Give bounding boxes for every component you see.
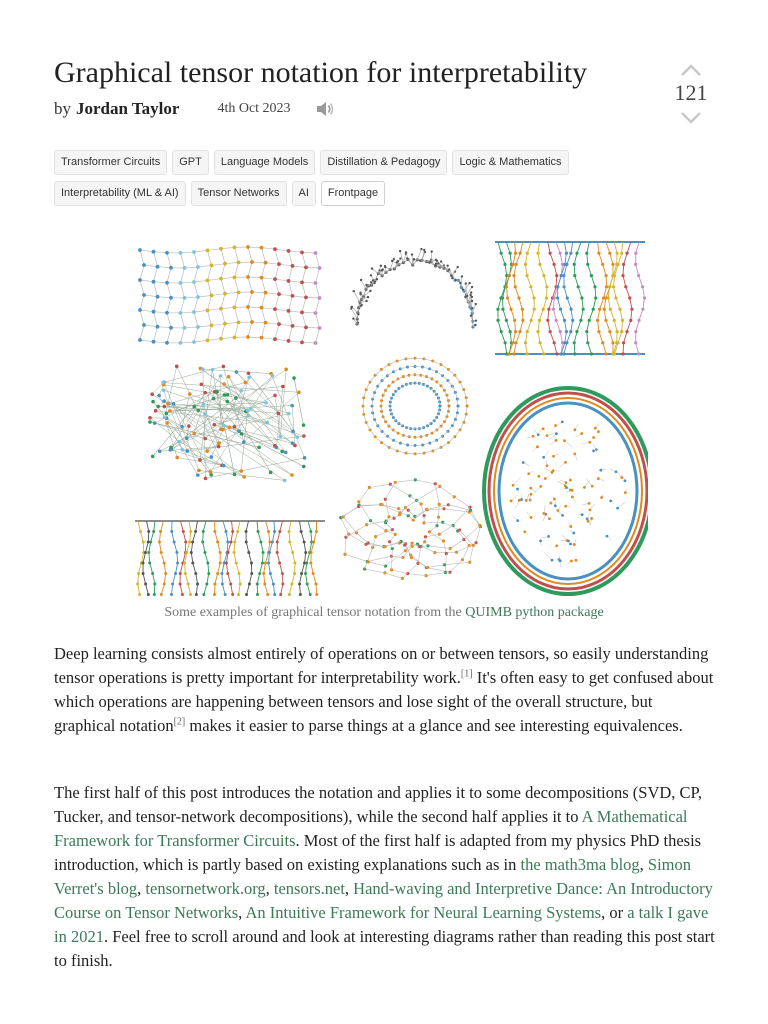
karma-score: 121 (674, 80, 708, 105)
tag-language-models[interactable]: Language Models (214, 150, 315, 175)
p1-text-2: It's often easy to get confused about which operations are happening between tensors and lose sight of the overall structure, but graphical notation (54, 668, 714, 735)
caption-text: Some examples of graphical tensor notation from the (164, 605, 466, 620)
link-intuitive-framework[interactable]: An Intuitive Framework for Neural Learning Systems (245, 903, 602, 922)
link-talk-2021[interactable]: a talk I gave in 2021 (54, 903, 709, 946)
ring-network (362, 357, 469, 456)
separator: , (265, 879, 274, 898)
paragraph-intro (54, 642, 716, 738)
p2-text-3: , or (601, 903, 628, 922)
tag-logic-mathematics[interactable]: Logic & Mathematics (452, 150, 568, 175)
bottom-strands (135, 521, 325, 596)
vote-widget (668, 62, 714, 126)
p2-text-4: . Feel free to scroll around and look at interesting diagrams rather than reading this post start to finish. (54, 927, 715, 970)
blob-network (339, 478, 482, 580)
tag-distillation-pedagogy[interactable]: Distillation & Pedagogy (320, 150, 447, 175)
tag-tensor-networks[interactable]: Tensor Networks (191, 181, 287, 206)
link-hand-waving-course[interactable]: Hand-waving and Interpretive Dance: An Introductory Course on Tensor Networks (54, 879, 713, 922)
footnote-1[interactable]: [1] (460, 668, 473, 680)
link-tensors-net[interactable]: tensors.net (273, 879, 345, 898)
link-simon-verret-blog[interactable]: Simon Verret's blog (54, 855, 692, 898)
dense-mesh (148, 365, 306, 483)
tag-gpt[interactable]: GPT (172, 150, 209, 175)
tag-frontpage[interactable]: Frontpage (321, 181, 385, 206)
tag-list (54, 150, 674, 212)
footnote-2[interactable]: [2] (173, 716, 186, 728)
tag-interpretability[interactable]: Interpretability (ML & AI) (54, 181, 186, 206)
separator: , (238, 903, 246, 922)
separator: , (639, 855, 648, 874)
tag-row (54, 181, 674, 206)
post-title: Graphical tensor notation for interpretability (54, 56, 588, 89)
link-mathematical-framework[interactable]: A Mathematical Framework for Transformer Circuits (54, 807, 688, 850)
figure-caption (54, 605, 714, 621)
byline (54, 97, 335, 121)
grid-network (138, 245, 321, 345)
by-prefix: by (54, 99, 71, 118)
tensor-network-figure (130, 236, 648, 596)
post-date: 4th Oct 2023 (217, 101, 291, 116)
link-tensornetwork-org[interactable]: tensornetwork.org (145, 879, 266, 898)
separator: , (344, 879, 354, 898)
chevron-down-icon[interactable] (679, 110, 703, 126)
tag-row (54, 150, 674, 175)
paragraph-overview (54, 781, 716, 973)
tag-ai[interactable]: AI (292, 181, 316, 206)
strand-network (495, 242, 646, 356)
quimb-link[interactable]: QUIMB python package (465, 605, 604, 620)
arch-network (350, 248, 477, 329)
circle-network (484, 388, 648, 594)
separator: , (137, 879, 146, 898)
p2-text-1: The first half of this post introduces the notation and applies it to some decompositions (SVD, CP, Tucker, and tensor-network decompositions), while the second half applies it to (54, 783, 703, 826)
p2-text-2: . Most of the first half is adapted from my physics PhD thesis introduction, which is partly based on existing explanations such as in (54, 831, 702, 874)
author-link[interactable]: Jordan Taylor (76, 99, 180, 118)
link-math3ma-blog[interactable]: the math3ma blog (520, 855, 640, 874)
chevron-up-icon[interactable] (679, 62, 703, 78)
p1-text-3: makes it easier to parse things at a glance and see interesting equivalences. (185, 716, 683, 735)
speaker-icon[interactable] (315, 100, 335, 118)
tag-transformer-circuits[interactable]: Transformer Circuits (54, 150, 167, 175)
p1-text-1: Deep learning consists almost entirely of operations on or between tensors, so easily understanding tensor operations is pretty important for interpretability work. (54, 644, 709, 687)
